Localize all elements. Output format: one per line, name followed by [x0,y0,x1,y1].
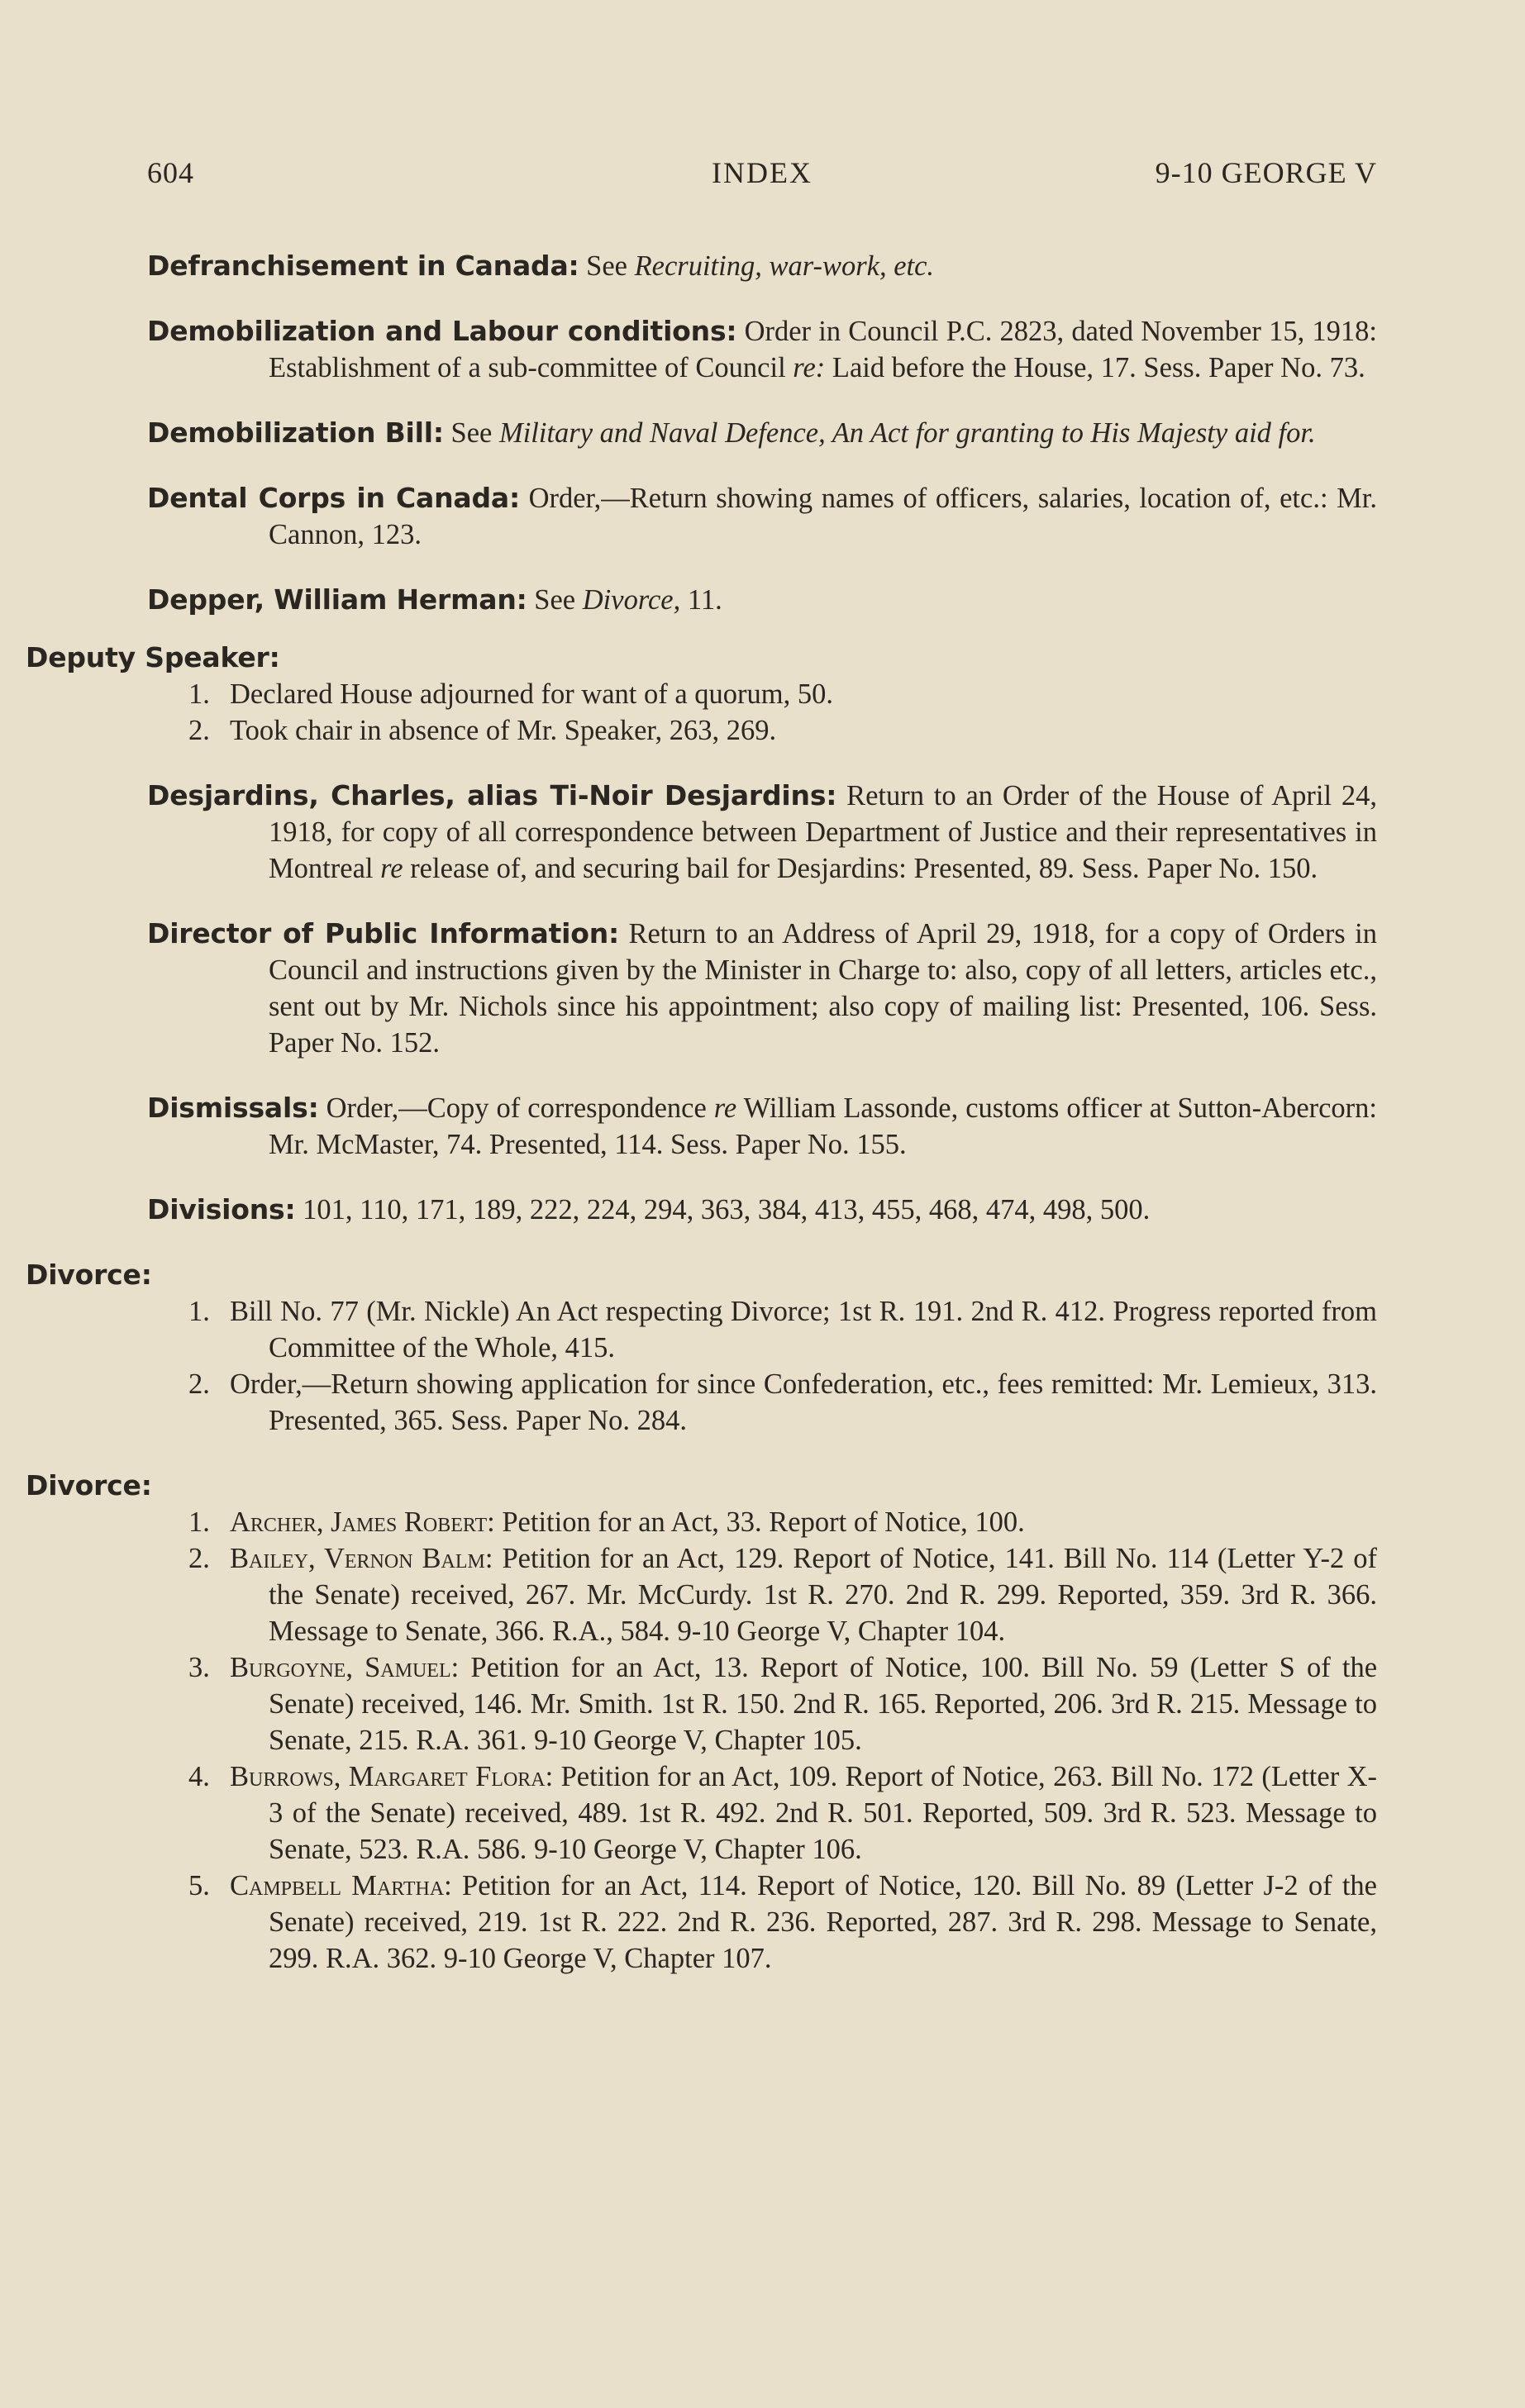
entry-sublist [147,1293,1377,1439]
entry-text: Order in Council P.C. 2823, dated November 15, 1918: Establishment of a sub-committee of Council [269,316,1377,383]
list-item: 2. Order,—Return showing application for since Confederation, etc., fees remitted: Mr. Lemieux, 313. Presented, 365. Sess. Paper No. 284. [188,1368,1377,1436]
entry-text: See [534,584,583,616]
index-entries [26,248,1378,2006]
entry-heading: Defranchisement in Canada [147,250,569,282]
entry-crossref: Military and Naval Defence, An Act for granting to His Majesty aid for. [498,417,1316,449]
entry-sublist [147,1504,1377,1977]
entry-sublist [147,676,1377,749]
reign-label: 9-10 GEORGE V [1155,156,1377,189]
entry-heading: Deputy Speaker [26,641,269,673]
list-item: 1. Bill No. 77 (Mr. Nickle) An Act respecting Divorce; 1st R. 191. 2nd R. 412. Progress reported from Committee of the Whole, 415. [188,1296,1377,1363]
page-header [147,155,1377,197]
list-item: 2. Took chair in absence of Mr. Speaker, 263, 269. [188,715,777,746]
page-number: 604 [147,156,194,189]
entry-text: See [586,250,635,282]
list-item: 3. Burgoyne, Samuel: Petition for an Act, 13. Report of Notice, 100. Bill No. 59 (Letter S of the Senate) received, 146. Mr. Smith. 1st R. 150. 2nd R. 165. Reported, 206. 3rd R. 215. Message to Senate, 215. R.A. 361. 9-10 George V, Chapter 105. [188,1652,1378,1756]
entry-heading: Demobilization and Labour conditions [147,315,727,347]
entry-heading: Divorce [26,1259,141,1291]
entry-italic: re [713,1092,737,1124]
petitioner-name: Archer, James Robert [230,1506,488,1538]
list-item: 5. Campbell Martha: Petition for an Act, 114. Report of Notice, 120. Bill No. 89 (Letter J-2 of the Senate) received, 219. 1st R. 222. 2nd R. 236. Reported, 287. 3rd R. 298. Message to Senate, 299. R.A. 362. 9-10 George V, Chapter 107. [188,1870,1377,1974]
entry-heading: Divorce [26,1469,141,1501]
entry-heading: Divisions [147,1193,285,1225]
entry-crossref: Divorce, [582,584,681,616]
entry-text: 101, 110, 171, 189, 222, 224, 294, 363, 384, 413, 455, 468, 474, 498, 500. [303,1194,1151,1225]
page-title: INDEX [712,156,813,189]
entry-heading: Dismissals [147,1092,308,1124]
list-item: 2. Bailey, Vernon Balm: Petition for an Act, 129. Report of Notice, 141. Bill No. 114 (Letter Y-2 of the Senate) received, 267. Mr. McCurdy. 1st R. 270. 2nd R. 299. Reported, 359. 3rd R. 366. Message to Senate, 366. R.A., 584. 9-10 George V, Chapter 104. [188,1543,1377,1647]
index-entry: Divisions: 101, 110, 171, 189, 222, 224, 294, 363, 384, 413, 455, 468, 474, 498, 500. [147,1193,1151,1225]
index-entry: Director of Public Information: Return to an Address of April 29, 1918, for a copy of Orders in Council and instructions given by the Minister in Charge to: also, copy of all letters, articles etc., sent out by Mr. Nichols since his appointment; also copy of mailing list: Presented, 106. Sess. Paper No. 152. [147,917,1378,1059]
index-entry: Desjardins, Charles, alias Ti-Noir Desjardins: Return to an Order of the House of April 24, 1918, for copy of all correspondence between Department of Justice and their representatives in Montreal re release of, and securing bail for Desjardins: Presented, 89. Sess. Paper No. 150. [147,779,1378,884]
index-entry: Demobilization Bill: See Military and Naval Defence, An Act for granting to His Majesty aid for. [147,416,1316,449]
index-entry: Defranchisement in Canada: See Recruiting, war-work, etc. [147,250,935,282]
entry-text: Order,—Copy of correspondence [326,1092,714,1124]
index-entry: Demobilization and Labour conditions: Order in Council P.C. 2823, dated November 15, 1918: Establishment of a sub-committee of Council re: Laid before the House, 17. Sess. Paper No. 73. [147,315,1377,383]
entry-heading: Depper, William Herman [147,583,517,616]
entry-text: Order,—Return showing names of officers, salaries, location of, etc.: Mr. Cannon, 123. [269,483,1378,550]
entry-text: Laid before the House, 17. Sess. Paper No. 73. [825,352,1365,383]
index-entry: Dismissals: Order,—Copy of correspondence re William Lassonde, customs officer at Sutton-Abercorn: Mr. McMaster, 74. Presented, 114. Sess. Paper No. 155. [147,1092,1378,1160]
index-entry-heading: Deputy Speaker: [26,641,280,673]
petitioner-name: Burgoyne, Samuel [230,1652,451,1683]
entry-heading: Dental Corps in Canada [147,482,509,514]
index-entry: Dental Corps in Canada: Order,—Return showing names of officers, salaries, location of, etc.: Mr. Cannon, 123. [147,482,1378,550]
entry-crossref: Recruiting, war-work, etc. [634,250,935,282]
entry-heading: Demobilization Bill [147,416,433,449]
entry-heading: Desjardins, Charles, alias Ti-Noir Desjardins [147,779,827,811]
entry-text: See [450,417,499,449]
entry-text: Return to an Order of the House of April 24, 1918, for copy of all correspondence between Department of Justice and their representatives in Montreal [269,780,1378,884]
entry-text: William Lassonde, customs officer at Sutton-Abercorn: Mr. McMaster, 74. Presented, 114. Sess. Paper No. 155. [269,1092,1378,1160]
entry-italic: re [380,853,403,884]
entry-text: 11. [680,584,722,616]
petitioner-name: Campbell Martha [230,1870,445,1901]
petitioner-name: Bailey, Vernon Balm [230,1543,485,1574]
entry-text: release of, and securing bail for Desjardins: Presented, 89. Sess. Paper No. 150. [403,853,1318,884]
petitioner-name: Burrows, Margaret Flora [230,1761,546,1792]
list-item: 4. Burrows, Margaret Flora: Petition for an Act, 109. Report of Notice, 263. Bill No. 172 (Letter X-3 of the Senate) received, 489. 1st R. 492. 2nd R. 501. Reported, 509. 3rd R. 523. Message to Senate, 523. R.A. 586. 9-10 George V, Chapter 106. [188,1761,1377,1865]
entry-italic: re: [793,352,826,383]
list-item: 1. Archer, James Robert: Petition for an Act, 33. Report of Notice, 100. [188,1506,1025,1538]
entry-heading: Director of Public Information [147,917,609,949]
index-entry: Depper, William Herman: See Divorce, 11. [147,583,722,616]
index-entry-heading: Divorce: [26,1469,152,1501]
list-item: 1. Declared House adjourned for want of a quorum, 50. [188,678,834,710]
entry-text: Return to an Address of April 29, 1918, for a copy of Orders in Council and instructions given by the Minister in Charge to: also, copy of all letters, articles etc., sent out by Mr. Nichols since his appointment; also copy of mailing list: Presented, 106. Sess. Paper No. 152. [269,918,1378,1059]
index-entry-heading: Divorce: [26,1259,152,1291]
